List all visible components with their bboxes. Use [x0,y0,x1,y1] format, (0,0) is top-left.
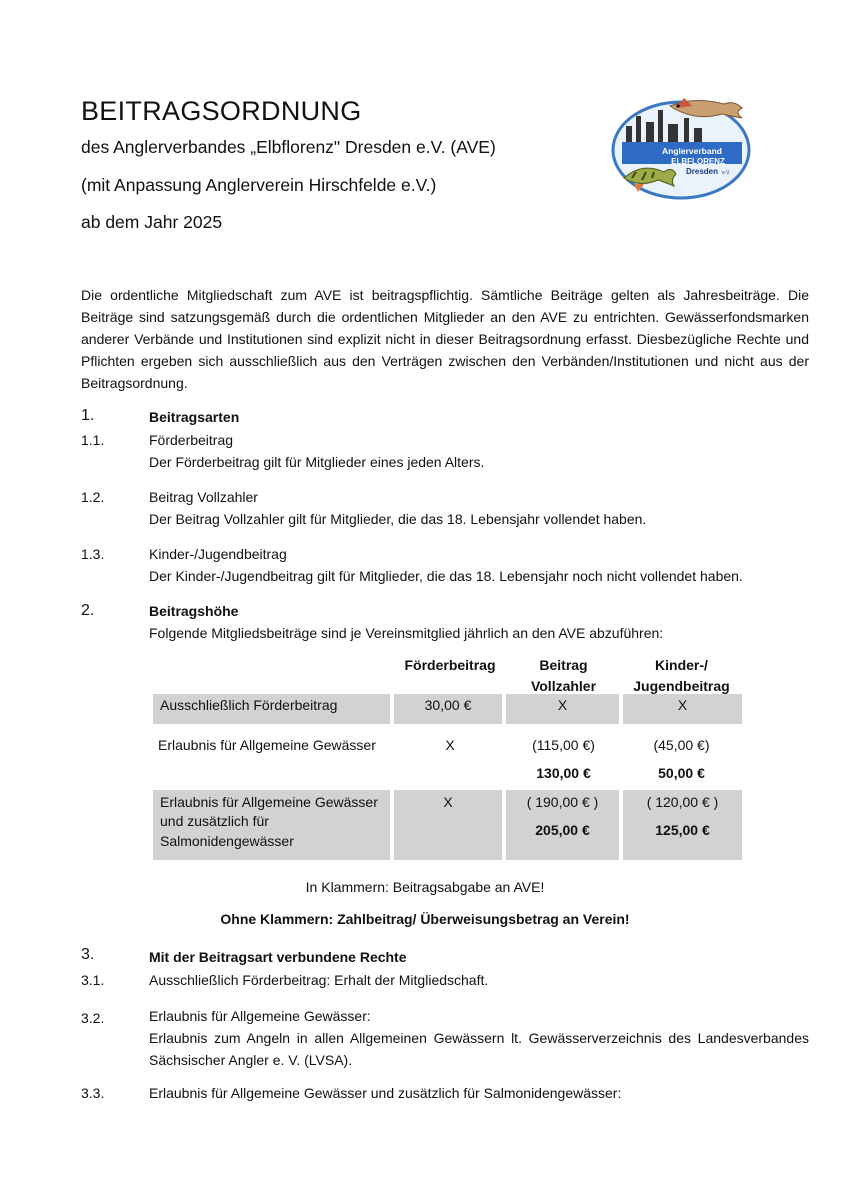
item-3-2-title: Erlaubnis für Allgemeine Gewässer: [149,1008,371,1024]
col-header-jugend-line2: Jugendbeitrag [633,678,730,694]
item-1-1-number: 1.1. [81,432,105,448]
item-1-3-text: Der Kinder-/Jugendbeitrag gilt für Mitglieder, die das 18. Lebensjahr noch nicht vollendet haben. [149,568,743,584]
subtitle-adaptation: (mit Anpassung Anglerverein Hirschfelde e.V.) [81,175,437,195]
row1-jugend: X [677,697,688,713]
item-1-3-number: 1.3. [81,546,105,562]
logo-text-line3: Dresden [685,167,719,176]
note-brackets: In Klammern: Beitragsabgabe an AVE! [305,879,545,895]
row1-foerderbeitrag: 30,00 € [424,697,472,713]
item-1-2-title: Beitrag Vollzahler [149,489,258,505]
item-1-3-title: Kinder-/Jugendbeitrag [149,546,287,562]
row2-vollzahler-total: 130,00 € [536,765,591,781]
row2-vollzahler-ave: (115,00 €) [532,737,595,753]
col-header-vollzahler-line2: Vollzahler [530,678,597,694]
item-1-2-text: Der Beitrag Vollzahler gilt für Mitglieder, die das 18. Lebensjahr vollendet haben. [149,511,647,527]
item-3-1-number: 3.1. [81,972,105,988]
item-3-1-text: Ausschließlich Förderbeitrag: Erhalt der Mitgliedschaft. [149,972,489,988]
logo-text-line1: Anglerverband [662,146,722,156]
row3-vollzahler-total: 205,00 € [535,822,590,838]
section-2-number: 2. [81,602,95,619]
association-logo [606,92,756,204]
item-3-2-number: 3.2. [81,1010,105,1026]
row3-label-line2: und zusätzlich für [160,813,269,829]
section-1-heading: Beitragsarten [149,409,240,425]
item-3-2-text: Erlaubnis zum Angeln in allen Allgemeinen Gewässern lt. Gewässerverzeichnis des Landesverbandes Sächsischer Angler e. V. (LVSA). [149,1030,809,1068]
intro-paragraph: Die ordentliche Mitgliedschaft zum AVE ist beitragspflichtig. Sämtliche Beiträge gelten als Jahresbeiträge. Die Beiträge sind satzungsgemäß durch die ordentlichen Mitglieder an den AVE zu entrichten. Gewässerfondsmarken anderer Verbände und Institutionen sind explizit nicht in dieser Beitragsordnung erfasst. Diesbezügliche Rechte und Pflichten ergeben sich ausschließlich aus den Verträgen zwischen den Verbänden/Institutionen und nicht aus der Beitragsordnung. [81,287,809,391]
row3-vollzahler-ave: ( 190,00 € ) [526,794,599,810]
section-3-heading: Mit der Beitragsart verbundene Rechte [149,949,407,965]
row2-label: Erlaubnis für Allgemeine Gewässer [158,737,376,753]
col-header-jugend-line1: Kinder-/ [655,657,708,673]
item-1-1-title: Förderbeitrag [149,432,234,448]
col-header-foerderbeitrag: Förderbeitrag [404,657,496,673]
item-1-2-number: 1.2. [81,489,105,505]
note-no-brackets: Ohne Klammern: Zahlbeitrag/ Überweisungsbetrag an Verein! [220,911,630,927]
subtitle-association: des Anglerverbandes „Elbflorenz" Dresden e.V. (AVE) [81,137,496,157]
section-3-number: 3. [81,946,95,963]
row3-label-line1: Erlaubnis für Allgemeine Gewässer [160,794,378,810]
row1-vollzahler: X [557,697,568,713]
col-header-vollzahler-line1: Beitrag [539,657,588,673]
row3-label-line3: Salmonidengewässer [160,833,294,849]
row3-jugend-total: 125,00 € [655,822,710,838]
section-1-number: 1. [81,407,95,424]
item-3-3-number: 3.3. [81,1085,105,1101]
row2-jugend-ave: (45,00 €) [653,737,710,753]
section-2-text: Folgende Mitgliedsbeiträge sind je Vereinsmitglied jährlich an den AVE abzuführen: [149,625,664,641]
document-title: BEITRAGSORDNUNG [81,96,362,126]
item-1-1-text: Der Förderbeitrag gilt für Mitglieder eines jeden Alters. [149,454,485,470]
row2-foerderbeitrag: X [445,737,455,753]
row2-jugend-total: 50,00 € [658,765,705,781]
item-3-3-title: Erlaubnis für Allgemeine Gewässer und zusätzlich für Salmonidengewässer: [149,1085,622,1101]
row3-foerderbeitrag: X [443,794,453,810]
logo-text-line2: ELBFLORENZ [671,157,725,166]
logo-text-suffix: e.V. [722,170,731,176]
subtitle-year: ab dem Jahr 2025 [81,212,223,232]
row1-label: Ausschließlich Förderbeitrag [160,697,338,713]
row3-jugend-ave: ( 120,00 € ) [646,794,719,810]
section-2-heading: Beitragshöhe [149,603,239,619]
